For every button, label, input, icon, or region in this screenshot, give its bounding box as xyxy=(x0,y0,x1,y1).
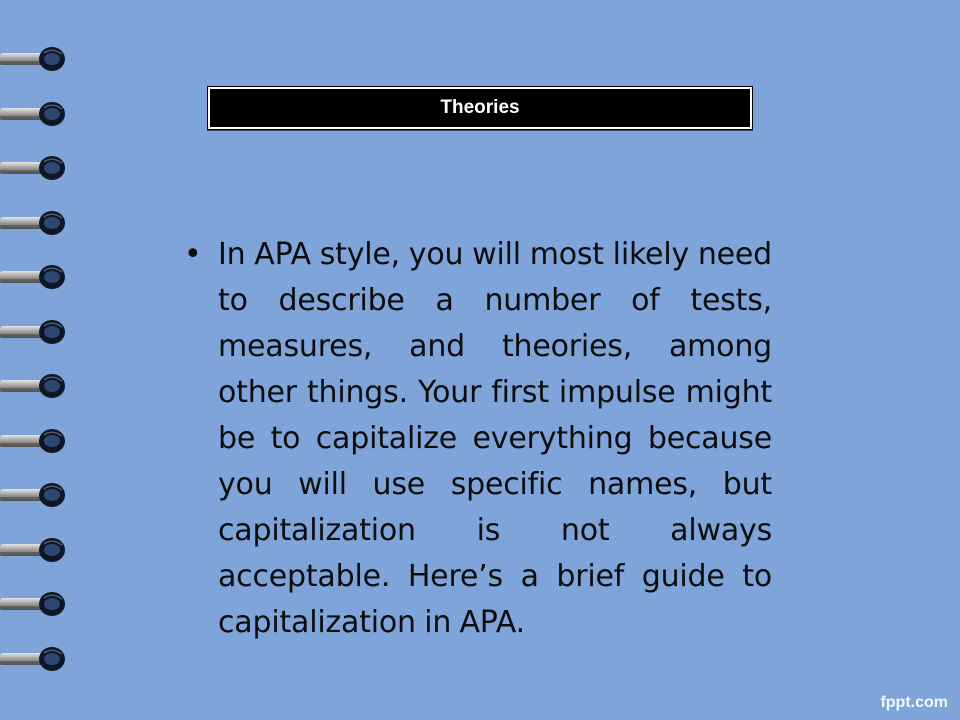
spiral-binding-ring-icon xyxy=(0,262,70,292)
spiral-binding-ring-icon xyxy=(0,535,70,565)
title-bar xyxy=(208,87,752,129)
slide-content xyxy=(180,232,772,646)
spiral-binding-ring-icon xyxy=(0,208,70,238)
spiral-binding-ring-icon xyxy=(0,371,70,401)
spiral-binding-ring-icon xyxy=(0,317,70,347)
watermark: fppt.com xyxy=(880,694,948,711)
spiral-binding-ring-icon xyxy=(0,644,70,674)
bullet-item xyxy=(180,232,772,646)
spiral-binding-ring-icon xyxy=(0,589,70,619)
spiral-binding xyxy=(0,44,80,684)
spiral-binding-ring-icon xyxy=(0,153,70,183)
slide-title: Theories xyxy=(440,97,520,118)
spiral-binding-ring-icon xyxy=(0,426,70,456)
spiral-binding-ring-icon xyxy=(0,99,70,129)
bullet-text: In APA style, you will most likely need to describe a number of tests, measures, and theories, among other things. Your first impulse might be to capitalize everything because you will use specific names, but capitalization is not always acceptable. Here’s a brief guide to capitalization in APA. xyxy=(218,237,772,640)
spiral-binding-ring-icon xyxy=(0,480,70,510)
bullet-icon: • xyxy=(184,237,202,272)
spiral-binding-ring-icon xyxy=(0,44,70,74)
